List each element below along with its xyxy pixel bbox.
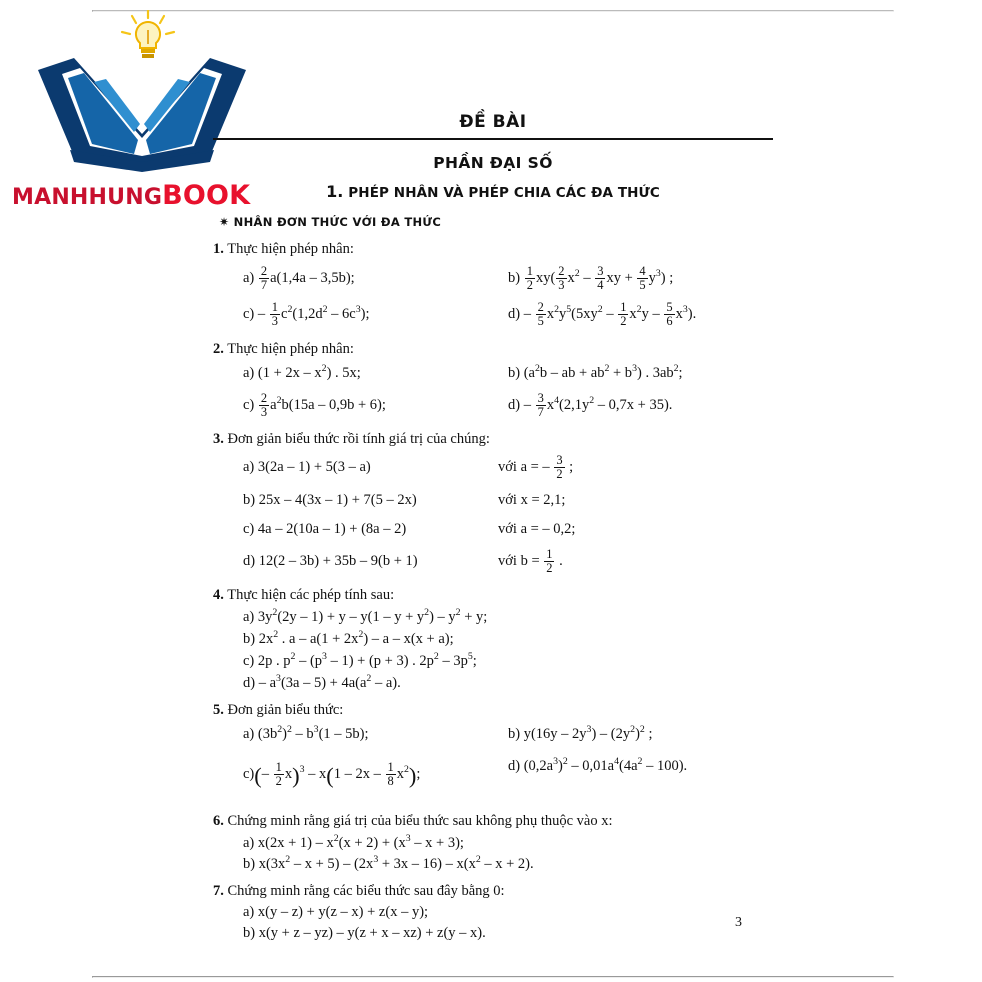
exercise-4-part-c: c) 2p . $p^2 - (p^3 - 1) + (p + 3)$ . $2p^2 - 3p^5$; bbox=[243, 651, 477, 669]
exercise-1-parts-row1 bbox=[243, 260, 773, 296]
exercise-1 bbox=[213, 239, 773, 333]
exercise-1-part-b: b) $\frac{1}{2}$ xy( $\frac{2}{3}$ $x^2$ – $\frac{3}{4}$ xy + $\frac{4}{5}$ $y^3$) ; bbox=[508, 263, 674, 292]
exercise-2-parts-row2 bbox=[243, 387, 773, 423]
star-icon: ✷ bbox=[219, 215, 230, 229]
exercise-2-head bbox=[213, 339, 773, 360]
exercise-1-head bbox=[213, 239, 773, 260]
exercise-3-row-b bbox=[243, 486, 773, 515]
exercise-3-expr-b: b) 25x – 4(3x – 1) + 7(5 – 2x) bbox=[243, 491, 417, 508]
exercise-6-part-a: a) $x(2x + 1) - x^2(x + 2) + (x^3 - x + 3)$; bbox=[243, 832, 464, 851]
exercise-7-number: 7. bbox=[213, 883, 224, 900]
exercise-5-part-a: a) $(3b^2)^2 - b^3(1 - 5b)$; bbox=[243, 723, 369, 742]
exercise-3-row-c bbox=[243, 515, 773, 544]
exercise-3-expr-c: c) 4a – 2(10a – 1) + (8a – 2) bbox=[243, 520, 407, 537]
exercise-3-row-d bbox=[243, 544, 773, 580]
exercise-3-prompt: Đơn giản biểu thức rồi tính giá trị của chúng: bbox=[227, 431, 490, 448]
exercise-3-cond-d: với b = $\frac{1}{2}$ . bbox=[498, 546, 563, 575]
exercise-5 bbox=[213, 700, 773, 805]
section-title: PHẦN ĐẠI SỐ bbox=[433, 154, 553, 172]
exercise-2-number: 2. bbox=[213, 340, 224, 357]
exercise-6-head bbox=[213, 811, 773, 832]
exercise-1-part-c: c) – $\frac{1}{3}$ $c^2(1,2d^2 - 6c^3)$; bbox=[243, 300, 370, 329]
exercise-3-cond-c: với a = – 0,2; bbox=[498, 520, 576, 537]
exercise-5-parts-row1 bbox=[243, 721, 773, 749]
title-underline bbox=[213, 138, 773, 140]
exercise-2-prompt: Thực hiện phép nhân: bbox=[227, 340, 354, 357]
page-number: 3 bbox=[735, 915, 742, 930]
exercise-4-prompt: Thực hiện các phép tính sau: bbox=[227, 587, 395, 604]
exercise-5-number: 5. bbox=[213, 701, 224, 718]
exercise-1-parts-row2 bbox=[243, 296, 773, 332]
exercise-4-part-a: a) $3y^2(2y - 1) + y - y(1 - y + y^2) - y^2 + y$; bbox=[243, 607, 488, 626]
exercise-1-prompt: Thực hiện phép nhân: bbox=[227, 241, 354, 257]
exercise-5-part-c: c)(– $\frac{1}{2}$ x)$^3$ – x(1 – 2x – $\frac{1}{8}$ $x^2$); bbox=[243, 760, 421, 789]
exercise-5-part-d: d) $(0,2a^3)^2 - 0,01a^4(4a^2 - 100)$. bbox=[508, 756, 688, 775]
exercise-2-part-c: c) $\frac{2}{3}$ $a^2b(15a - 0,9b + 6)$; bbox=[243, 390, 386, 419]
chapter-title bbox=[213, 182, 773, 201]
exercise-6-number: 6. bbox=[213, 812, 224, 829]
brand-name-secondary: BOOK bbox=[162, 180, 251, 211]
exercise-1-part-a: a) $\frac{2}{7}$ a(1,4a – 3,5b); bbox=[243, 263, 355, 292]
topic-text: NHÂN ĐƠN THỨC VỚI ĐA THỨC bbox=[233, 215, 442, 229]
exercise-5-head bbox=[213, 700, 773, 721]
chapter-number: 1. bbox=[326, 182, 344, 201]
exercise-1-number: 1. bbox=[213, 241, 224, 257]
bottom-divider bbox=[92, 976, 894, 978]
exercise-2-parts-row1 bbox=[243, 360, 773, 388]
exercise-2 bbox=[213, 339, 773, 424]
exercise-4-number: 4. bbox=[213, 587, 224, 604]
exercise-3-number: 3. bbox=[213, 431, 224, 448]
exercise-3-head bbox=[213, 429, 773, 450]
exercise-4-part-b: b) $2x^2$ . $a - a(1 + 2x^2) - a - x(x + a)$; bbox=[243, 629, 454, 648]
exercise-2-part-d: d) – $\frac{3}{7}$ $x^4(2,1y^2 - 0,7x + 35)$. bbox=[508, 390, 673, 419]
exercise-3-cond-a: với a = – $\frac{3}{2}$ ; bbox=[498, 453, 574, 482]
exercise-6 bbox=[213, 811, 773, 876]
brand-name-primary: MANHHUNG bbox=[12, 185, 163, 210]
exercise-5-prompt: Đơn giản biểu thức: bbox=[227, 701, 344, 718]
exercise-3-cond-b: với x = 2,1; bbox=[498, 491, 566, 508]
exercise-3 bbox=[213, 429, 773, 579]
chapter-title-text: PHÉP NHÂN VÀ PHÉP CHIA CÁC ĐA THỨC bbox=[348, 185, 660, 201]
exercise-3-row-a bbox=[243, 450, 773, 486]
exercise-1-part-d: d) – $\frac{2}{5}$ $x^2y^5(5xy^2$ – $\frac{1}{2}$ $x^2y$ – $\frac{5}{6}$ $x^3$). bbox=[508, 300, 697, 329]
exercise-5-part-b: b) $y(16y - 2y^3) - (2y^2)^2$ ; bbox=[508, 723, 653, 742]
exercise-7-part-a: a) x(y – z) + y(z – x) + z(x – y); bbox=[243, 904, 429, 921]
exercise-7-head bbox=[213, 881, 773, 902]
exercise-6-part-b: b) $x(3x^2 - x + 5) - (2x^3 + 3x - 16) - x(x^2 - x + 2)$. bbox=[243, 854, 534, 873]
exercise-5-parts-row2 bbox=[243, 748, 773, 804]
exercise-3-expr-d: d) 12(2 – 3b) + 35b – 9(b + 1) bbox=[243, 552, 418, 569]
topic-heading bbox=[219, 215, 773, 229]
document-content bbox=[213, 112, 773, 950]
exercise-4-part-d: $d) - a^3(3a - 5) + 4a(a^2 - a)$. bbox=[243, 672, 401, 691]
exercise-7 bbox=[213, 881, 773, 944]
exercise-4-head bbox=[213, 585, 773, 606]
exercise-4 bbox=[213, 585, 773, 693]
exercise-6-prompt: Chứng minh rằng giá trị của biểu thức sau không phụ thuộc vào x: bbox=[227, 812, 613, 829]
page-title: ĐỀ BÀI bbox=[459, 112, 527, 132]
exercise-2-part-a: a) $(1 + 2x - x^2)$ . 5x; bbox=[243, 362, 361, 381]
exercise-7-part-b: b) x(y + z – yz) – y(z + x – xz) + z(y – x). bbox=[243, 925, 486, 942]
exercise-7-prompt: Chứng minh rằng các biểu thức sau đây bằng 0: bbox=[227, 883, 505, 900]
exercise-3-expr-a: a) 3(2a – 1) + 5(3 – a) bbox=[243, 459, 371, 476]
exercise-2-part-b: b) ($a^2b$ – ab + $ab^2 + b^3$) . $3ab^2$; bbox=[508, 362, 683, 381]
